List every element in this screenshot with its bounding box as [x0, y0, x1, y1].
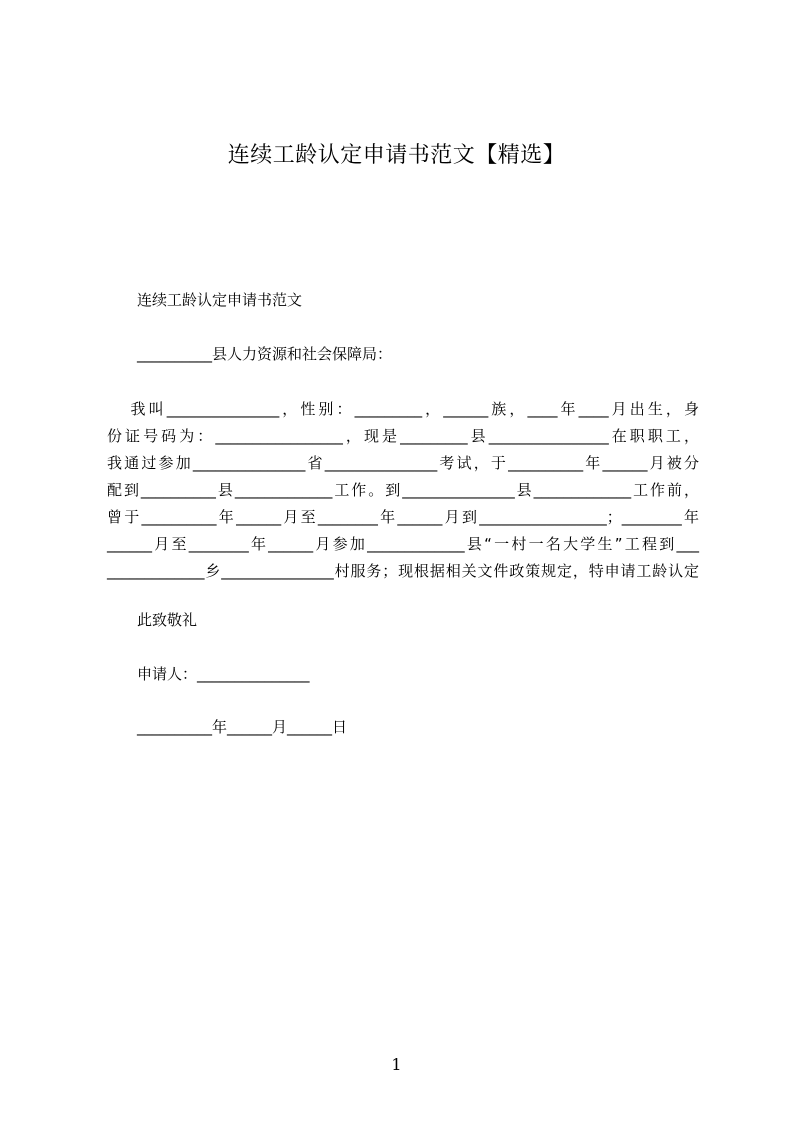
application-body [107, 396, 699, 585]
body-line: 我叫_______________，性别：_________，______族，____年____月出生，身 [107, 400, 699, 418]
date-line: __________年______月______日 [137, 718, 348, 736]
body-line: ______月至________年______月参加_____________县“一村一名大学生”工程到___ [107, 535, 699, 553]
body-line: 我通过参加_______________省_______________考试，于__________年______月被分 [107, 454, 699, 472]
page-number: 1 [391, 1055, 402, 1074]
closing-salutation: 此致敬礼 [137, 611, 198, 629]
body-line: _____________乡_______________村服务；现根据相关文件政策规定，特申请工龄认定 [107, 562, 699, 580]
body-line: 曾于__________年______月至________年______月到_________________；________年 [107, 508, 699, 526]
document-subtitle: 连续工龄认定申请书范文 [137, 291, 303, 309]
body-line: 配到__________县_____________工作。到_______________县_____________工作前， [107, 481, 699, 499]
applicant-line: 申请人：_______________ [137, 665, 310, 683]
body-line: 份证号码为：_________________，现是_________县________________在职职工， [107, 427, 699, 445]
addressee-line: __________县人力资源和社会保障局： [137, 345, 393, 363]
document-title: 连续工龄认定申请书范文【精选】 [227, 143, 566, 168]
